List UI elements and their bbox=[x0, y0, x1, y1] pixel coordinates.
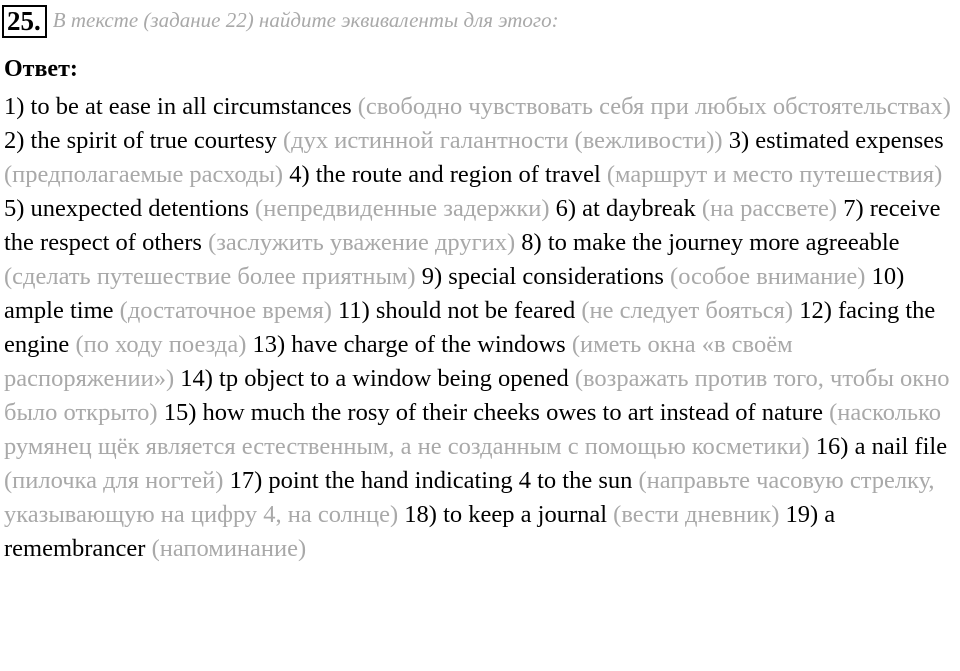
answer-item-english: 19) a remembrancer bbox=[4, 501, 836, 562]
task-number-box: 25. bbox=[2, 5, 47, 38]
answer-item-translation: (сделать путешествие более приятным) bbox=[4, 263, 416, 290]
answer-item-translation: (напоминание) bbox=[151, 535, 307, 562]
answer-item-translation: (направьте часовую стрелку, указывающую на цифру 4, на солнце) bbox=[4, 467, 935, 528]
answer-item-translation: (на рассвете) bbox=[701, 195, 838, 222]
answer-item-english: 2) the spirit of true courtesy bbox=[4, 127, 277, 154]
answer-item-english: 15) how much the rosy of their cheeks owes to art instead of nature bbox=[163, 399, 823, 426]
answer-item-english: 16) a nail file bbox=[815, 433, 948, 460]
answer-item-english: 10) ample time bbox=[4, 263, 905, 324]
answer-item-english: 7) receive the respect of others bbox=[4, 195, 941, 256]
answer-item-translation: (заслужить уважение других) bbox=[208, 229, 516, 256]
answer-item-translation: (дух истинной галантности (вежливости)) bbox=[282, 127, 723, 154]
answer-item-translation: (достаточное время) bbox=[119, 297, 332, 324]
answer-item-translation: (иметь окна «в своём распоряжении») bbox=[4, 331, 793, 392]
answer-item-translation: (насколько румянец щёк является естественным, а не созданным с помощью косметики) bbox=[4, 399, 942, 460]
answer-item-translation: (непредвиденные задержки) bbox=[255, 195, 550, 222]
answer-item-english: 14) tp object to a window being opened bbox=[180, 365, 569, 392]
answer-text bbox=[4, 90, 960, 566]
answer-item-english: 17) point the hand indicating 4 to the sun bbox=[229, 467, 633, 494]
answer-item-translation: (по ходу поезда) bbox=[75, 331, 247, 358]
answer-item-translation: (предполагаемые расходы) bbox=[4, 161, 284, 188]
answer-item-english: 18) to keep a journal bbox=[404, 501, 608, 528]
task-header bbox=[2, 5, 559, 39]
answer-item-english: 1) to be at ease in all circumstances bbox=[4, 93, 352, 120]
answer-item-english: 11) should not be feared bbox=[338, 297, 576, 324]
answer-item-english: 8) to make the journey more agreeable bbox=[521, 229, 900, 256]
answer-item-translation: (возражать против того, чтобы окно было открыто) bbox=[4, 365, 950, 426]
answer-item-translation: (свободно чувствовать себя при любых обстоятельствах) bbox=[357, 93, 951, 120]
answer-label: Ответ: bbox=[4, 56, 78, 82]
answer-item-translation: (вести дневник) bbox=[613, 501, 780, 528]
answer-item-translation: (не следует бояться) bbox=[581, 297, 794, 324]
answer-item-english: 12) facing the engine bbox=[4, 297, 936, 358]
answer-item-english: 3) estimated expenses bbox=[728, 127, 944, 154]
answer-item-translation: (пилочка для ногтей) bbox=[4, 467, 224, 494]
answer-item-english: 13) have charge of the windows bbox=[252, 331, 566, 358]
answer-item-translation: (особое внимание) bbox=[670, 263, 866, 290]
answer-item-english: 4) the route and region of travel bbox=[289, 161, 601, 188]
answer-item-translation: (маршрут и место путешествия) bbox=[606, 161, 943, 188]
task-instruction: В тексте (задание 22) найдите эквиваленты для этого: bbox=[52, 8, 559, 32]
answer-item-english: 6) at daybreak bbox=[555, 195, 696, 222]
answer-item-english: 9) special considerations bbox=[421, 263, 664, 290]
answer-item-english: 5) unexpected detentions bbox=[4, 195, 249, 222]
